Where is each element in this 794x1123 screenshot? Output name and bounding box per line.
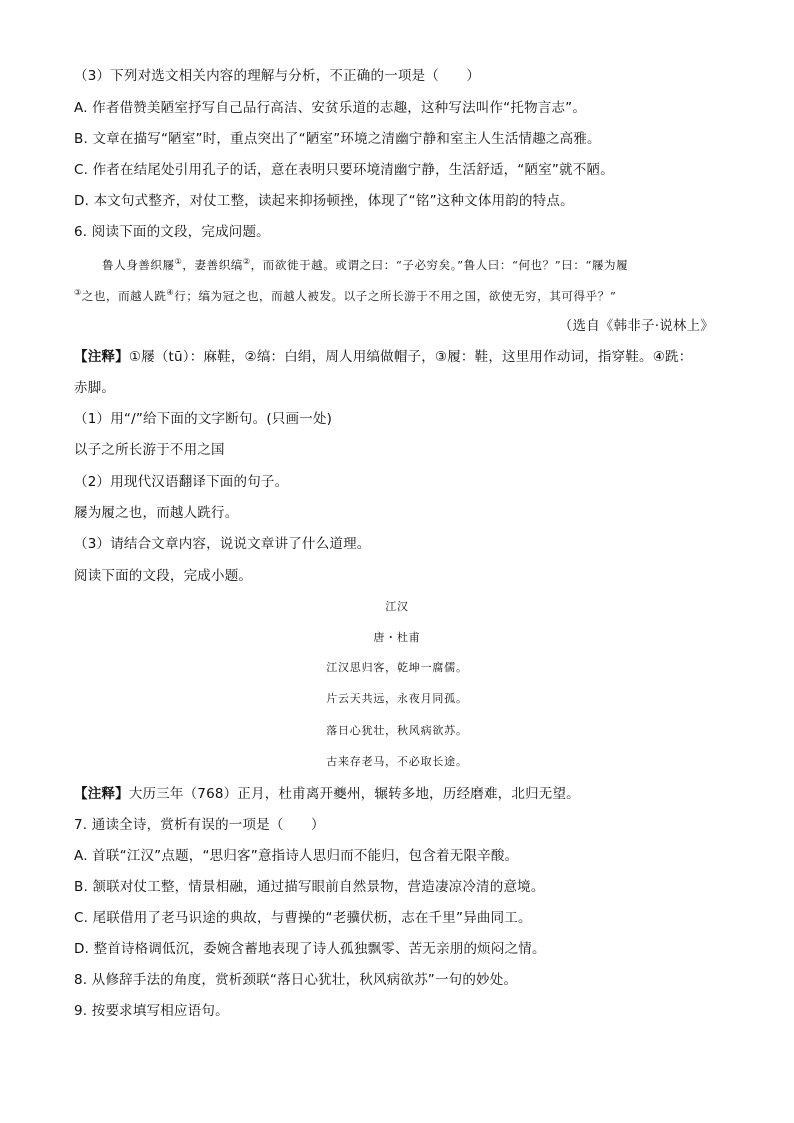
q5-3-stem: （3）下列对选文相关内容的理解与分析，不正确的一项是（ ） xyxy=(74,68,481,84)
q7-option-d: D. 整首诗格调低沉，委婉含蓄地表现了诗人孤独飘零、苦无亲朋的烦闷之情。 xyxy=(74,941,546,957)
q6-sub3: （3）请结合文章内容，说说文章讲了什么道理。 xyxy=(74,536,371,552)
q7-option-a: A. 首联“江汉”点题，“思归客”意指诗人思归而不能归，包含着无限辛酸。 xyxy=(74,848,519,864)
q6-stem: 6. 阅读下面的文段，完成问题。 xyxy=(74,224,270,240)
poem-line-2: 片云天共远，永夜月同孤。 xyxy=(326,692,468,705)
poem-line-3: 落日心犹壮，秋风病欲苏。 xyxy=(326,724,468,737)
poem-line-1: 江汉思归客，乾坤一腐儒。 xyxy=(326,661,468,674)
q7-option-b: B. 颔联对仗工整，情景相融，通过描写眼前自然景物，营造凄凉冷清的意境。 xyxy=(74,879,545,895)
q8-stem: 8. 从修辞手法的角度，赏析颈联“落日心犹壮，秋风病欲苏”一句的妙处。 xyxy=(74,972,518,988)
q6-sub2-text: 屦为履之也，而越人跣行。 xyxy=(74,505,239,521)
note-tag: 【注释】 xyxy=(74,349,129,365)
q5-3-option-b: B. 文章在描写“陋室”时，重点突出了“陋室”环境之清幽宁静和室主人生活情趣之高雅。 xyxy=(74,131,601,147)
q6-sub1: （1）用“/”给下面的文字断句。(只画一处) xyxy=(74,411,333,427)
q6-passage-line-2: ③之也，而越人跣④行；缟为冠之也，而越人被发。以子之所长游于不用之国，欲使无穷，其可得乎？” xyxy=(74,288,617,303)
q6-sub1-text: 以子之所长游于不用之国 xyxy=(74,442,225,458)
poem-author: 唐・杜甫 xyxy=(373,631,421,644)
poem-section-intro: 阅读下面的文段，完成小题。 xyxy=(74,568,253,584)
poem-note: 【注释】大历三年（768）正月，杜甫离开夔州，辗转多地，历经磨难，北归无望。 xyxy=(74,786,580,802)
q9-stem: 9. 按要求填写相应语句。 xyxy=(74,1003,229,1019)
q6-sub2: （2）用现代汉语翻译下面的句子。 xyxy=(74,474,289,490)
q6-note-line-1: 【注释】①屦（tū）：麻鞋，②缟：白绢，周人用缟做帽子，③履：鞋，这里用作动词，指穿鞋。④跣： xyxy=(74,349,693,365)
poem-title: 江汉 xyxy=(385,600,409,613)
q7-option-c: C. 尾联借用了老马识途的典故，与曹操的“老骥伏枥，志在千里”异曲同工。 xyxy=(74,910,532,926)
poem-line-4: 古来存老马，不必取长途。 xyxy=(326,755,468,768)
q5-3-option-a: A. 作者借赞美陋室抒写自己品行高洁、安贫乐道的志趣，这种写法叫作“托物言志”。 xyxy=(74,100,587,116)
q5-3-option-c: C. 作者在结尾处引用孔子的话，意在表明只要环境清幽宁静，生活舒适，“陋室”就不陋。 xyxy=(74,162,614,178)
q7-stem: 7. 通读全诗，赏析有误的一项是（ ） xyxy=(74,817,325,833)
q5-3-option-d: D. 本文句式整齐，对仗工整，读起来抑扬顿挫，体现了“铭”这种文体用韵的特点。 xyxy=(74,193,574,209)
q6-source: （选自《韩非子·说林上》 xyxy=(558,318,714,334)
q6-passage-line-1: 鲁人身善织屦①，妻善织缟②，而欲徙于越。或谓之曰：“子必穷矣。”鲁人曰：“何也？”曰：“屦为履 xyxy=(102,257,629,272)
q6-note-line-2: 赤脚。 xyxy=(74,380,116,396)
note-tag: 【注释】 xyxy=(74,786,129,802)
